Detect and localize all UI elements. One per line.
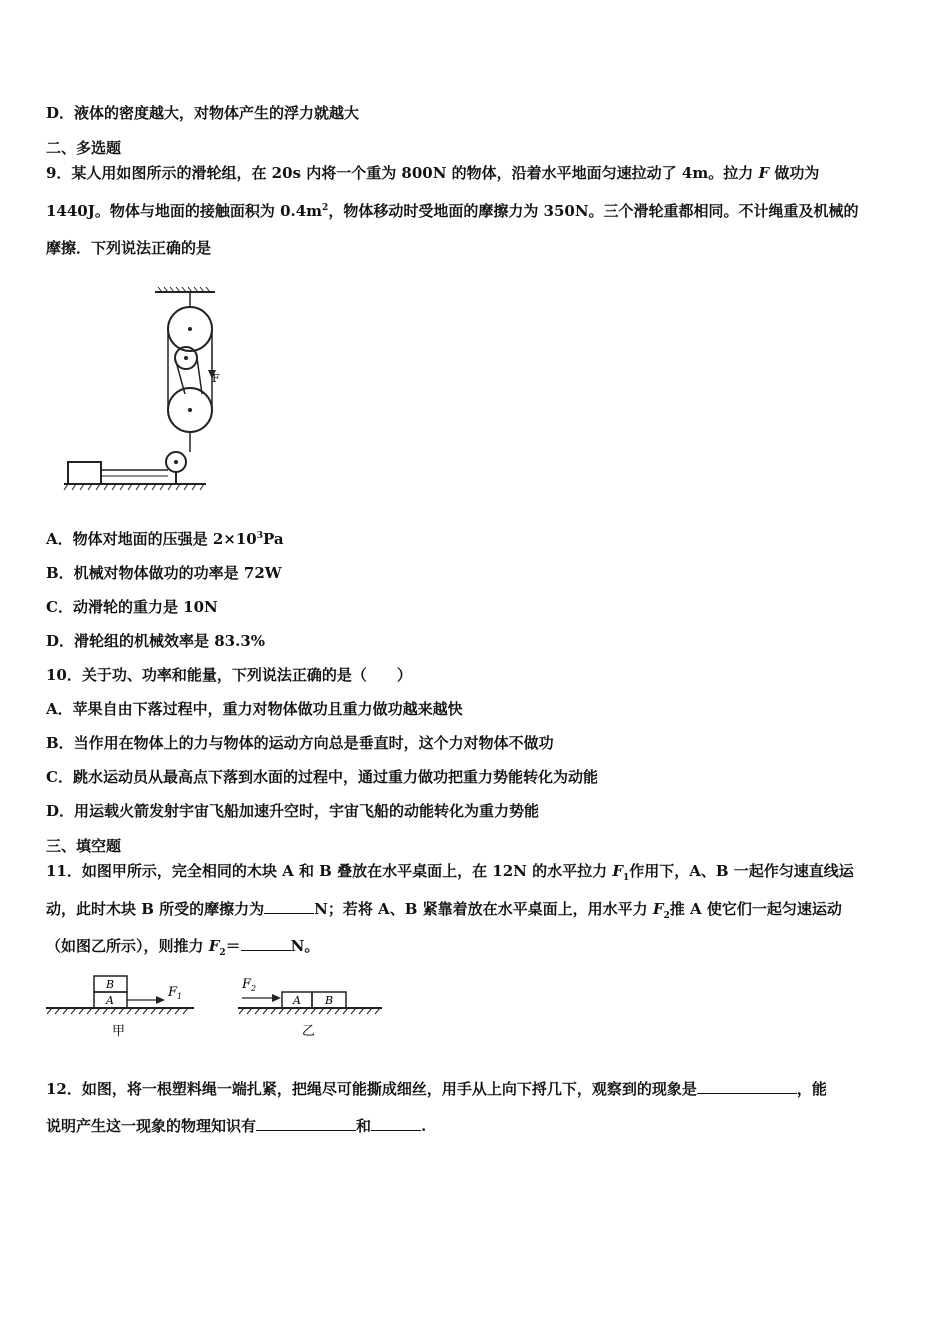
q11-sub: 2 [219,948,226,958]
q9-object-block [68,462,101,484]
q9-option-a-unit: Pa [263,530,284,548]
q12-text: 和 [356,1117,372,1135]
block-a-label: A [293,994,301,1007]
q9-var-f: F [758,164,770,182]
q11-var: F [612,862,623,880]
q11-text: （如图乙所示），则推力 [46,937,209,955]
q12-answer-blank-3[interactable] [371,1116,421,1131]
q12-answer-blank-2[interactable] [256,1116,356,1131]
q9-option-a-sup: 3 [256,531,264,541]
q12-line2 [46,1115,426,1136]
q9-stem-line2 [46,200,859,221]
q9-option-a-text: A．物体对地面的压强是 2×10 [46,530,257,548]
q9-stem-line3: 摩擦．下列说法正确的是 [46,239,212,257]
force-f1-label: $F_1$ [168,985,183,1001]
q9-stem-line1 [46,162,819,183]
q11-figure-yi [236,972,386,1044]
q11-sub: 1 [623,873,630,883]
section-fill-blank-title: 三、填空题 [46,837,122,855]
q11-answer-blank-1[interactable] [264,899,314,914]
q9-stem-text: 9．某人用如图所示的滑轮组，在 20s 内将一个重为 800N 的物体，沿着水平地面匀速拉动了 4m。拉力 [46,164,759,182]
q10-option-c: C．跳水运动员从最高点下落到水面的过程中，通过重力做功把重力势能转化为动能 [46,768,598,786]
q9-stem-text: 1440J。物体与地面的接触面积为 0.4m [46,202,323,220]
q9-pulley-figure [60,284,220,499]
q12-answer-blank-1[interactable] [697,1079,797,1094]
q11-answer-blank-2[interactable] [241,936,291,951]
q9-stem-text: ，物体移动时受地面的摩擦力为 350N。三个滑轮重都相同。不计绳重及机械的 [328,202,859,220]
q10-option-d: D．用运载火箭发射宇宙飞船加速升空时，宇宙飞船的动能转化为重力势能 [46,802,540,820]
q11-text: 推 A 使它们一起匀速运动 [669,900,842,918]
section-multiple-choice-title: 二、多选题 [46,139,122,157]
force-f2-label: $F_2$ [242,977,257,993]
q11-var: F [208,937,220,955]
q11-line3 [46,935,319,958]
q11-text: 作用下，A、B 一起作匀速直线运 [629,862,854,880]
q10-stem: 10．关于功、功率和能量，下列说法正确的是（ ） [46,666,412,684]
q11-line2 [46,898,842,921]
q9-option-a [46,528,284,549]
q11-text: 11．如图甲所示，完全相同的木块 A 和 B 叠放在水平桌面上，在 12N 的水平拉力 [46,862,613,880]
q11-figure-jia [44,972,199,1044]
q8-option-d: D．液体的密度越大，对物体产生的浮力就越大 [46,104,360,122]
q9-sup: 2 [322,203,329,213]
q11-text: N；若将 A、B 紧靠着放在水平桌面上，用水平力 [314,900,653,918]
q12-text: . [421,1117,427,1135]
q12-text: 说明产生这一现象的物理知识有 [46,1117,257,1135]
q12-text: 12．如图，将一根塑料绳一端扎紧，把绳尽可能撕成细丝，用手从上向下捋几下，观察到的现象是 [46,1080,697,1098]
q11-text: ＝ [225,937,241,955]
block-b-label: B [106,978,115,991]
q12-line1 [46,1078,827,1099]
q9-stem-text: 做功为 [769,164,820,182]
q9-option-c: C．动滑轮的重力是 10N [46,598,218,616]
q11-text: N。 [290,937,320,955]
q9-option-b: B．机械对物体做功的功率是 72W [46,564,282,582]
q11-text: 动，此时木块 B 所受的摩擦力为 [46,900,265,918]
figure-caption-jia: 甲 [112,1024,126,1039]
block-b-label: B [325,994,334,1007]
block-a-label: A [106,994,114,1007]
q9-force-label: F [212,372,220,385]
figure-caption-yi: 乙 [302,1024,316,1039]
q9-option-d: D．滑轮组的机械效率是 83.3% [46,632,266,650]
q11-var: F [652,900,664,918]
q10-option-a: A．苹果自由下落过程中，重力对物体做功且重力做功越来越快 [46,700,463,718]
q10-option-b: B．当作用在物体上的力与物体的运动方向总是垂直时，这个力对物体不做功 [46,734,554,752]
q11-line1 [46,860,854,883]
q12-text: ，能 [796,1080,827,1098]
q11-sub: 2 [663,911,670,921]
